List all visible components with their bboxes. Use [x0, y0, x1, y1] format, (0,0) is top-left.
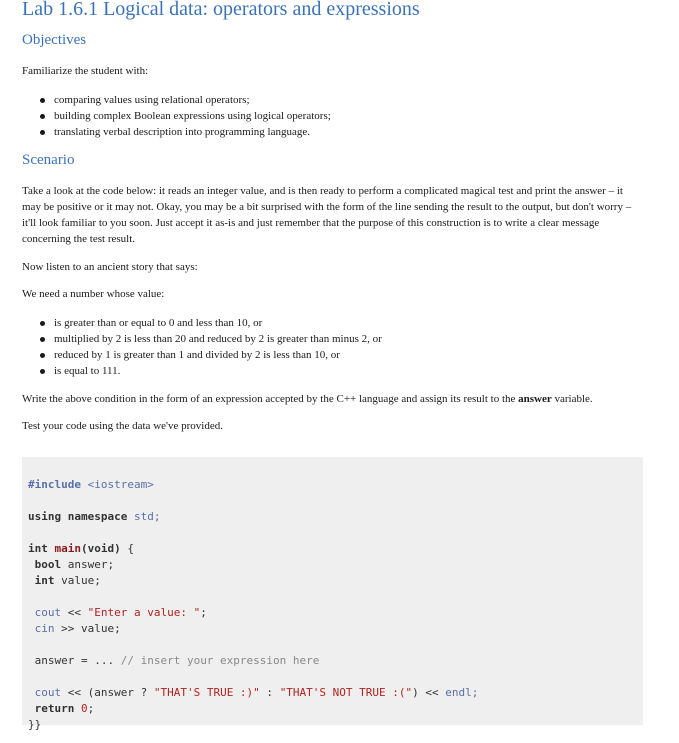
code-line [28, 525, 637, 541]
list-item: comparing values using relational operators; [40, 92, 331, 108]
code-token: answer = ... [34, 654, 121, 667]
code-token: bool [34, 558, 62, 571]
code-line [28, 509, 637, 525]
code-line [28, 621, 637, 637]
code-token: ; [200, 606, 207, 619]
code-line [28, 669, 637, 685]
code-token: <iostream> [87, 478, 154, 491]
code-line [28, 701, 637, 717]
code-token: "THAT'S TRUE :)" [153, 686, 260, 699]
scenario-paragraph: Take a look at the code below: it reads an integer value, and is then ready to perform a complicated magical test and print the answer – it may be positive or it may not. Okay, you may be a bit surprised with the form of the line sending the result to the output, but don't worry – it'll look familiar to you soon. Just accept it as-is and just remember that the purpose of this construction is to write a clear message concerning the test result. [22, 185, 632, 245]
code-token: (void) [81, 542, 121, 555]
code-line [28, 653, 637, 669]
task-text-pre: Write the above condition in the form of an expression accepted by the C++ language and assign its result to the [22, 393, 519, 405]
code-line [28, 589, 637, 605]
code-token: using namespace [28, 510, 128, 523]
objectives-list [40, 92, 331, 140]
code-token: #include [28, 478, 81, 491]
code-token: 0 [74, 702, 88, 715]
code-token: return [34, 702, 75, 715]
code-token: { [120, 542, 134, 555]
code-token: value; [81, 622, 121, 635]
code-token: value; [54, 574, 101, 587]
list-item: is greater than or equal to 0 and less than 10, or [40, 315, 382, 331]
code-line [28, 605, 637, 621]
code-token: ) << [412, 686, 446, 699]
answer-variable-name: answer [518, 393, 552, 405]
code-line [28, 493, 637, 509]
scenario-story-intro: Now listen to an ancient story that says: [22, 261, 198, 273]
code-token: << [61, 606, 88, 619]
code-line [28, 717, 637, 733]
task-instruction [22, 391, 642, 407]
list-item: multiplied by 2 is less than 20 and reduced by 2 is greater than minus 2, or [40, 331, 382, 347]
code-line [28, 557, 637, 573]
page-title: Lab 1.6.1 Logical data: operators and expressions [22, 0, 420, 20]
list-item: translating verbal description into programming language. [40, 124, 331, 140]
code-line [28, 477, 637, 493]
code-token: int [34, 574, 55, 587]
scenario-number-intro: We need a number whose value: [22, 288, 165, 300]
objectives-heading: Objectives [22, 32, 87, 48]
list-item: reduced by 1 is greater than 1 and divided by 2 is less than 10, or [40, 347, 382, 363]
code-block [22, 457, 643, 731]
code-token: main [54, 542, 81, 555]
code-token: "Enter a value: " [87, 606, 201, 619]
code-line [28, 461, 637, 477]
list-item: building complex Boolean expressions using logical operators; [40, 108, 331, 124]
objectives-intro: Familiarize the student with: [22, 65, 149, 77]
code-token: << (answer ? [61, 686, 154, 699]
test-instruction: Test your code using the data we've provided. [22, 420, 223, 432]
code-token: : [259, 686, 280, 699]
code-token: answer; [61, 558, 115, 571]
code-token: >> [54, 622, 81, 635]
code-line [28, 685, 637, 701]
code-token: cout [34, 686, 62, 699]
scenario-heading: Scenario [22, 152, 75, 168]
code-token: endl; [445, 686, 479, 699]
list-item: is equal to 111. [40, 363, 382, 379]
code-token: cout [34, 606, 62, 619]
code-token: int [28, 542, 48, 555]
code-comment: // insert your expression here [120, 654, 320, 667]
code-line [28, 541, 637, 557]
code-token: ; [87, 702, 95, 715]
code-token: "THAT'S NOT TRUE :(" [279, 686, 413, 699]
conditions-list [40, 315, 382, 379]
code-token: std; [133, 510, 161, 523]
task-text-post: variable. [551, 393, 593, 405]
code-line [28, 637, 637, 653]
code-token: }} [28, 718, 42, 731]
code-line [28, 573, 637, 589]
code-token: cin [34, 622, 55, 635]
